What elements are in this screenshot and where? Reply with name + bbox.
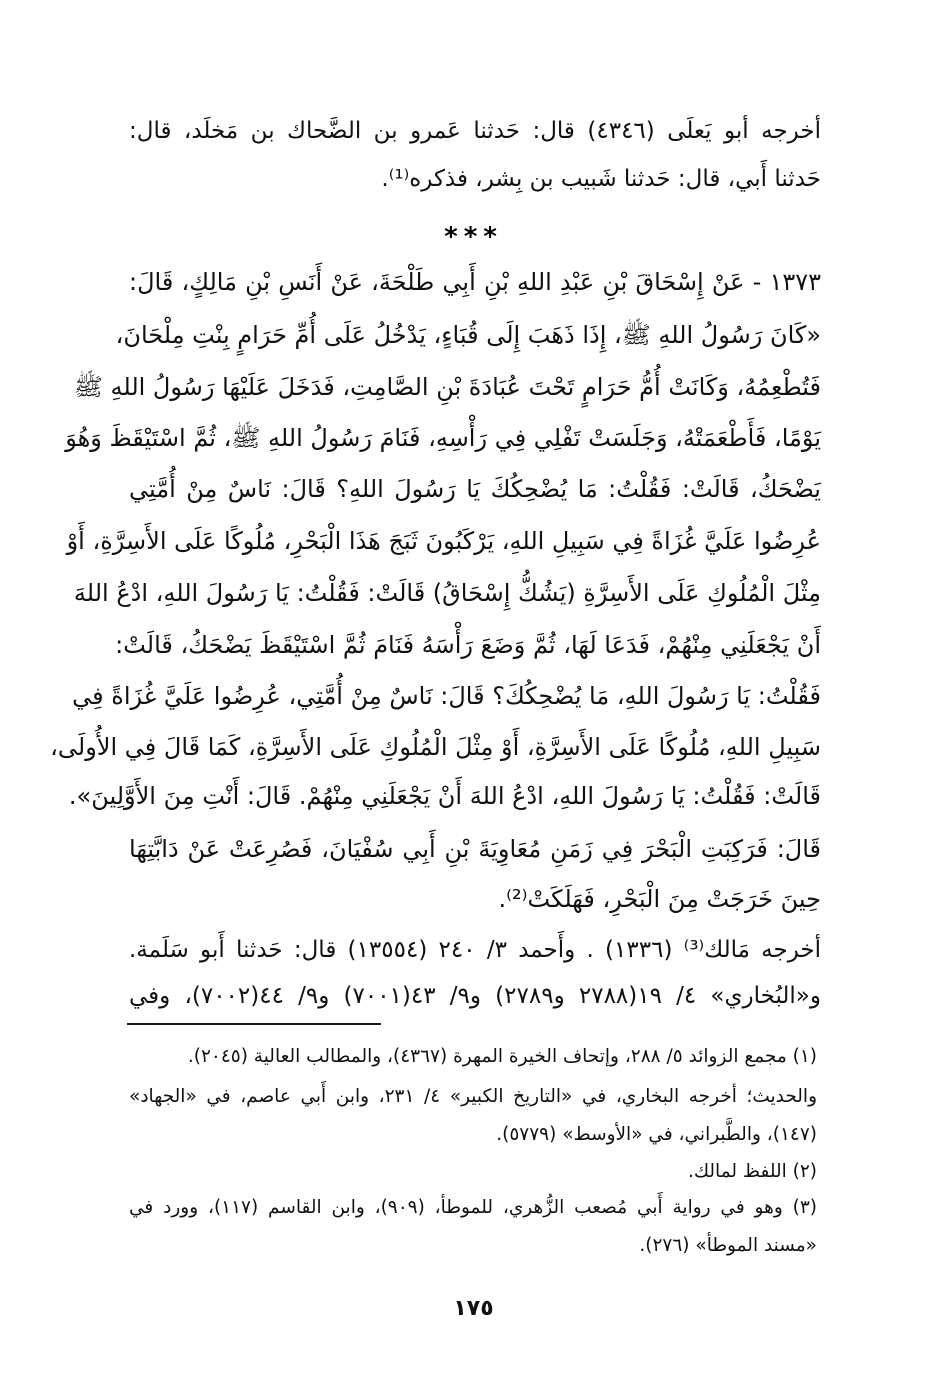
footnote-line: (١٤٧)، والطَّبراني، في «الأوسط» (٥٧٧٩).: [496, 1124, 817, 1145]
page-number: ١٧٥: [453, 1296, 494, 1321]
takhrij-line: أخرجه مَالك⁽³⁾ (١٣٣٦) . وأَحمد ٣/ ٢٤٠ (١٣٥٥٤) قال: حَدثنا أَبو سَلَمة.: [129, 937, 821, 963]
hadith-line: أَنْ يَجْعَلَنِي مِنْهُمْ، فَدَعَا لَهَا، ثُمَّ وَضَعَ رَأْسَهُ فَنَامَ ثُمَّ اسْتَيْقَظَ يَضْحَكُ، قَالَتْ:: [115, 631, 821, 659]
hadith-line: سَبِيلِ اللهِ، مُلُوكًا عَلَى الأَسِرَّةِ، أَوْ مِثْلَ الْمُلُوكِ عَلَى الأَسِرَّةِ، كَمَا قَالَ فِي الأُولَى،: [50, 733, 821, 761]
hadith-line: مِثْلَ الْمُلُوكِ عَلَى الأَسِرَّةِ (يَشُكُّ إِسْحَاقُ) قَالَتْ: فَقُلْتُ: يَا رَسُولَ اللهِ، ادْعُ اللهَ: [73, 579, 821, 607]
takhrij-line: حَدثنا أَبي، قال: حَدثنا شَبيب بن بِشر، فذكره⁽¹⁾.: [381, 166, 821, 192]
footnote-line: «مسند الموطأ» (٢٧٦).: [639, 1235, 817, 1256]
footnote-line: والحديث؛ أخرجه البخاري، في «التاريخ الكبير» ٤/ ٢٣١، وابن أَبي عاصم، في «الجهاد»: [129, 1086, 818, 1107]
hadith-line: حِينَ خَرَجَتْ مِنَ الْبَحْرِ، فَهَلَكَتْ⁽²⁾.: [498, 885, 821, 913]
hadith-line: يَضْحَكُ، قَالَتْ: فَقُلْتُ: مَا يُضْحِكُكَ يَا رَسُولَ اللهِ؟ قَالَ: نَاسٌ مِنْ أُمَّتِي: [129, 475, 821, 503]
hadith-line: يَوْمًا، فَأَطْعَمَتْهُ، وَجَلَسَتْ تَفْلِي فِي رَأْسِهِ، فَنَامَ رَسُولُ اللهِ ﷺ، ثُمَّ اسْتَيْقَظَ وَهُوَ: [65, 424, 821, 452]
hadith-line: ١٣٧٣ - عَنْ إِسْحَاقَ بْنِ عَبْدِ اللهِ بْنِ أَبِي طَلْحَةَ، عَنْ أَنَسِ بْنِ مَالِكٍ، قَالَ:: [129, 268, 821, 296]
section-separator-stars: ***: [444, 222, 503, 252]
hadith-line: فَتُطْعِمُهُ، وَكَانَتْ أُمُّ حَرَامٍ تَحْتَ عُبَادَةَ بْنِ الصَّامِتِ، فَدَخَلَ عَلَيْهَا رَسُولُ اللهِ ﷺ: [73, 373, 821, 401]
hadith-line: قَالَ: فَرَكِبَتِ الْبَحْرَ فِي زَمَنِ مُعَاوِيَةَ بْنِ أَبِي سُفْيَانَ، فَصُرِعَتْ عَنْ دَابَّتِهَا: [129, 835, 821, 863]
hadith-line: فَقُلْتُ: يَا رَسُولَ اللهِ، مَا يُضْحِكُكَ؟ قَالَ: نَاسٌ مِنْ أُمَّتِي، عُرِضُوا عَلَيَّ غُزَاةً فِي: [72, 682, 821, 710]
footnote-line: (٢) اللفظ لمالك.: [687, 1161, 817, 1182]
hadith-line: قَالَتْ: فَقُلْتُ: يَا رَسُولَ اللهِ، ادْعُ اللهَ أَنْ يَجْعَلَنِي مِنْهُمْ. قَالَ: أَنْتِ مِنَ الأَوَّلِينَ».: [68, 782, 821, 810]
footnote-line: (١) مجمع الزوائد ٥/ ٢٨٨، وإتحاف الخيرة المهرة (٤٣٦٧)، والمطالب العالية (٢٠٤٥).: [187, 1046, 817, 1067]
hadith-line: عُرِضُوا عَلَيَّ غُزَاةً فِي سَبِيلِ اللهِ، يَرْكَبُونَ ثَبَجَ هَذَا الْبَحْرِ، مُلُوكًا عَلَى الأَسِرَّةِ، أَوْ: [66, 527, 821, 555]
takhrij-line: أخرجه أبو يَعلَى (٤٣٤٦) قال: حَدثنا عَمرو بن الضَّحاك بن مَخلَد، قال:: [129, 118, 821, 144]
takhrij-line: و«البُخاري» ٤/ ١٩(٢٧٨٨ و٢٧٨٩) و٩/ ٤٣(٧٠٠١) و٩/ ٤٤(٧٠٠٢)، وفي: [129, 983, 821, 1009]
footnote-separator: [127, 1023, 381, 1025]
hadith-line: «كَانَ رَسُولُ اللهِ ﷺ، إِذَا ذَهَبَ إِلَى قُبَاءٍ، يَدْخُلُ عَلَى أُمِّ حَرَامٍ بِنْتِ مِلْحَانَ،: [115, 321, 821, 349]
footnote-line: (٣) وهو في رواية أَبي مُصعب الزُّهري، للموطأ، (٩٠٩)، وابن القاسم (١١٧)، وورد في: [129, 1197, 817, 1218]
